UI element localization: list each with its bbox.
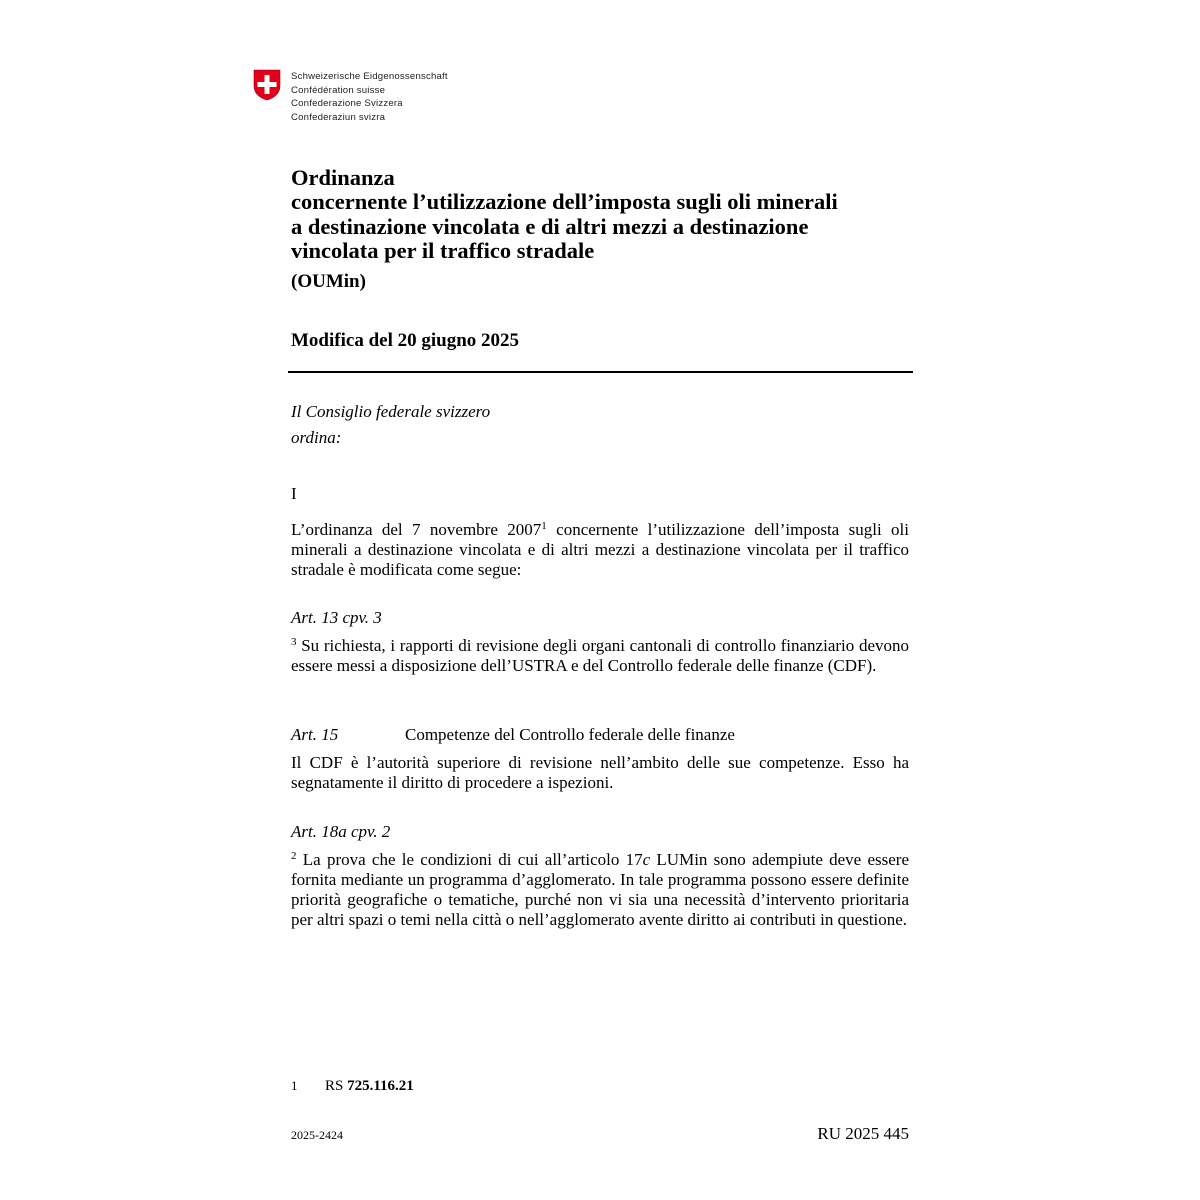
modification-date: Modifica del 20 giugno 2025 [291,330,520,351]
title-abbreviation: (OUMin) [291,271,366,292]
official-compilation-ref: RU 2025 445 [817,1124,909,1143]
article-text-italic: c [642,850,651,869]
footnote-reference[interactable]: 1 [541,520,547,532]
article-heading: Art. 18a cpv. 2 [291,822,391,841]
document-title [291,166,911,264]
article-title: Competenze del Controllo federale delle finanze [405,725,735,744]
confederation-name-fr: Confédération suisse [291,84,386,96]
article-text: Su richiesta, i rapporti di revisione degli organi cantonali di controllo finanziario devono essere messi a disposizione dell’USTRA e del Controllo federale delle finanze (CDF). [291,636,909,675]
paragraph-number: 3 [291,636,297,648]
article-paragraph [291,636,909,676]
intro-text: L’ordinanza del 7 novembre 2007 [291,520,542,539]
article-paragraph: Il CDF è l’autorità superiore di revisione nell’ambito delle sue competenze. Esso ha segnatamente il diritto di procedere a ispezioni. [291,753,909,792]
confederation-name-de: Schweizerische Eidgenossenschaft [291,71,448,82]
article-paragraph [291,850,909,930]
footnote-number: 1 [291,1078,298,1093]
footnote-text [325,1078,414,1095]
title-line: vincolata per il traffico stradale [291,238,595,264]
footnote-sr-number[interactable]: 725.116.21 [347,1078,414,1094]
title-line: concernente l’utilizzazione dell’imposta sugli oli minerali [291,189,838,215]
confederation-names [291,70,448,124]
title-divider [288,371,913,373]
cross-horizontal [258,82,277,87]
article-text: La prova che le condizioni di cui all’articolo 17 [296,850,643,869]
preamble-verb: ordina: [291,428,342,447]
title-line: a destinazione vincolata e di altri mezzi a destinazione [291,213,809,239]
title-line: Ordinanza [291,165,395,190]
paragraph-number: 2 [291,850,297,862]
footnote-prefix: RS [325,1078,348,1094]
article-text: LUMin sono adempiute deve essere fornita mediante un programma d’agglomerato. In tale programma possono essere definite priorità geografiche o tematiche, purché non vi sia una necessità d’intervento prioritaria per altri spazi o temi nella città o nell’agglomerato avente diritto ai contributi in questione. [291,850,909,929]
article-heading: Art. 15 [291,725,339,744]
preamble-authority: Il Consiglio federale svizzero [291,402,491,421]
intro-paragraph [291,520,909,580]
confederation-name-it: Confederazione Svizzera [291,98,403,109]
swiss-coat-of-arms-icon [253,69,281,101]
article-heading: Art. 13 cpv. 3 [291,608,382,627]
intro-text: concernente l’utilizzazione dell’imposta sugli oli minerali a destinazione vincolata e di altri mezzi a destinazione vincolata per il traffico stradale è modificata come segue: [291,520,909,579]
section-numeral: I [291,484,297,503]
confederation-name-rm: Confederaziun svizra [291,111,386,123]
document-number: 2025-2424 [291,1128,343,1142]
